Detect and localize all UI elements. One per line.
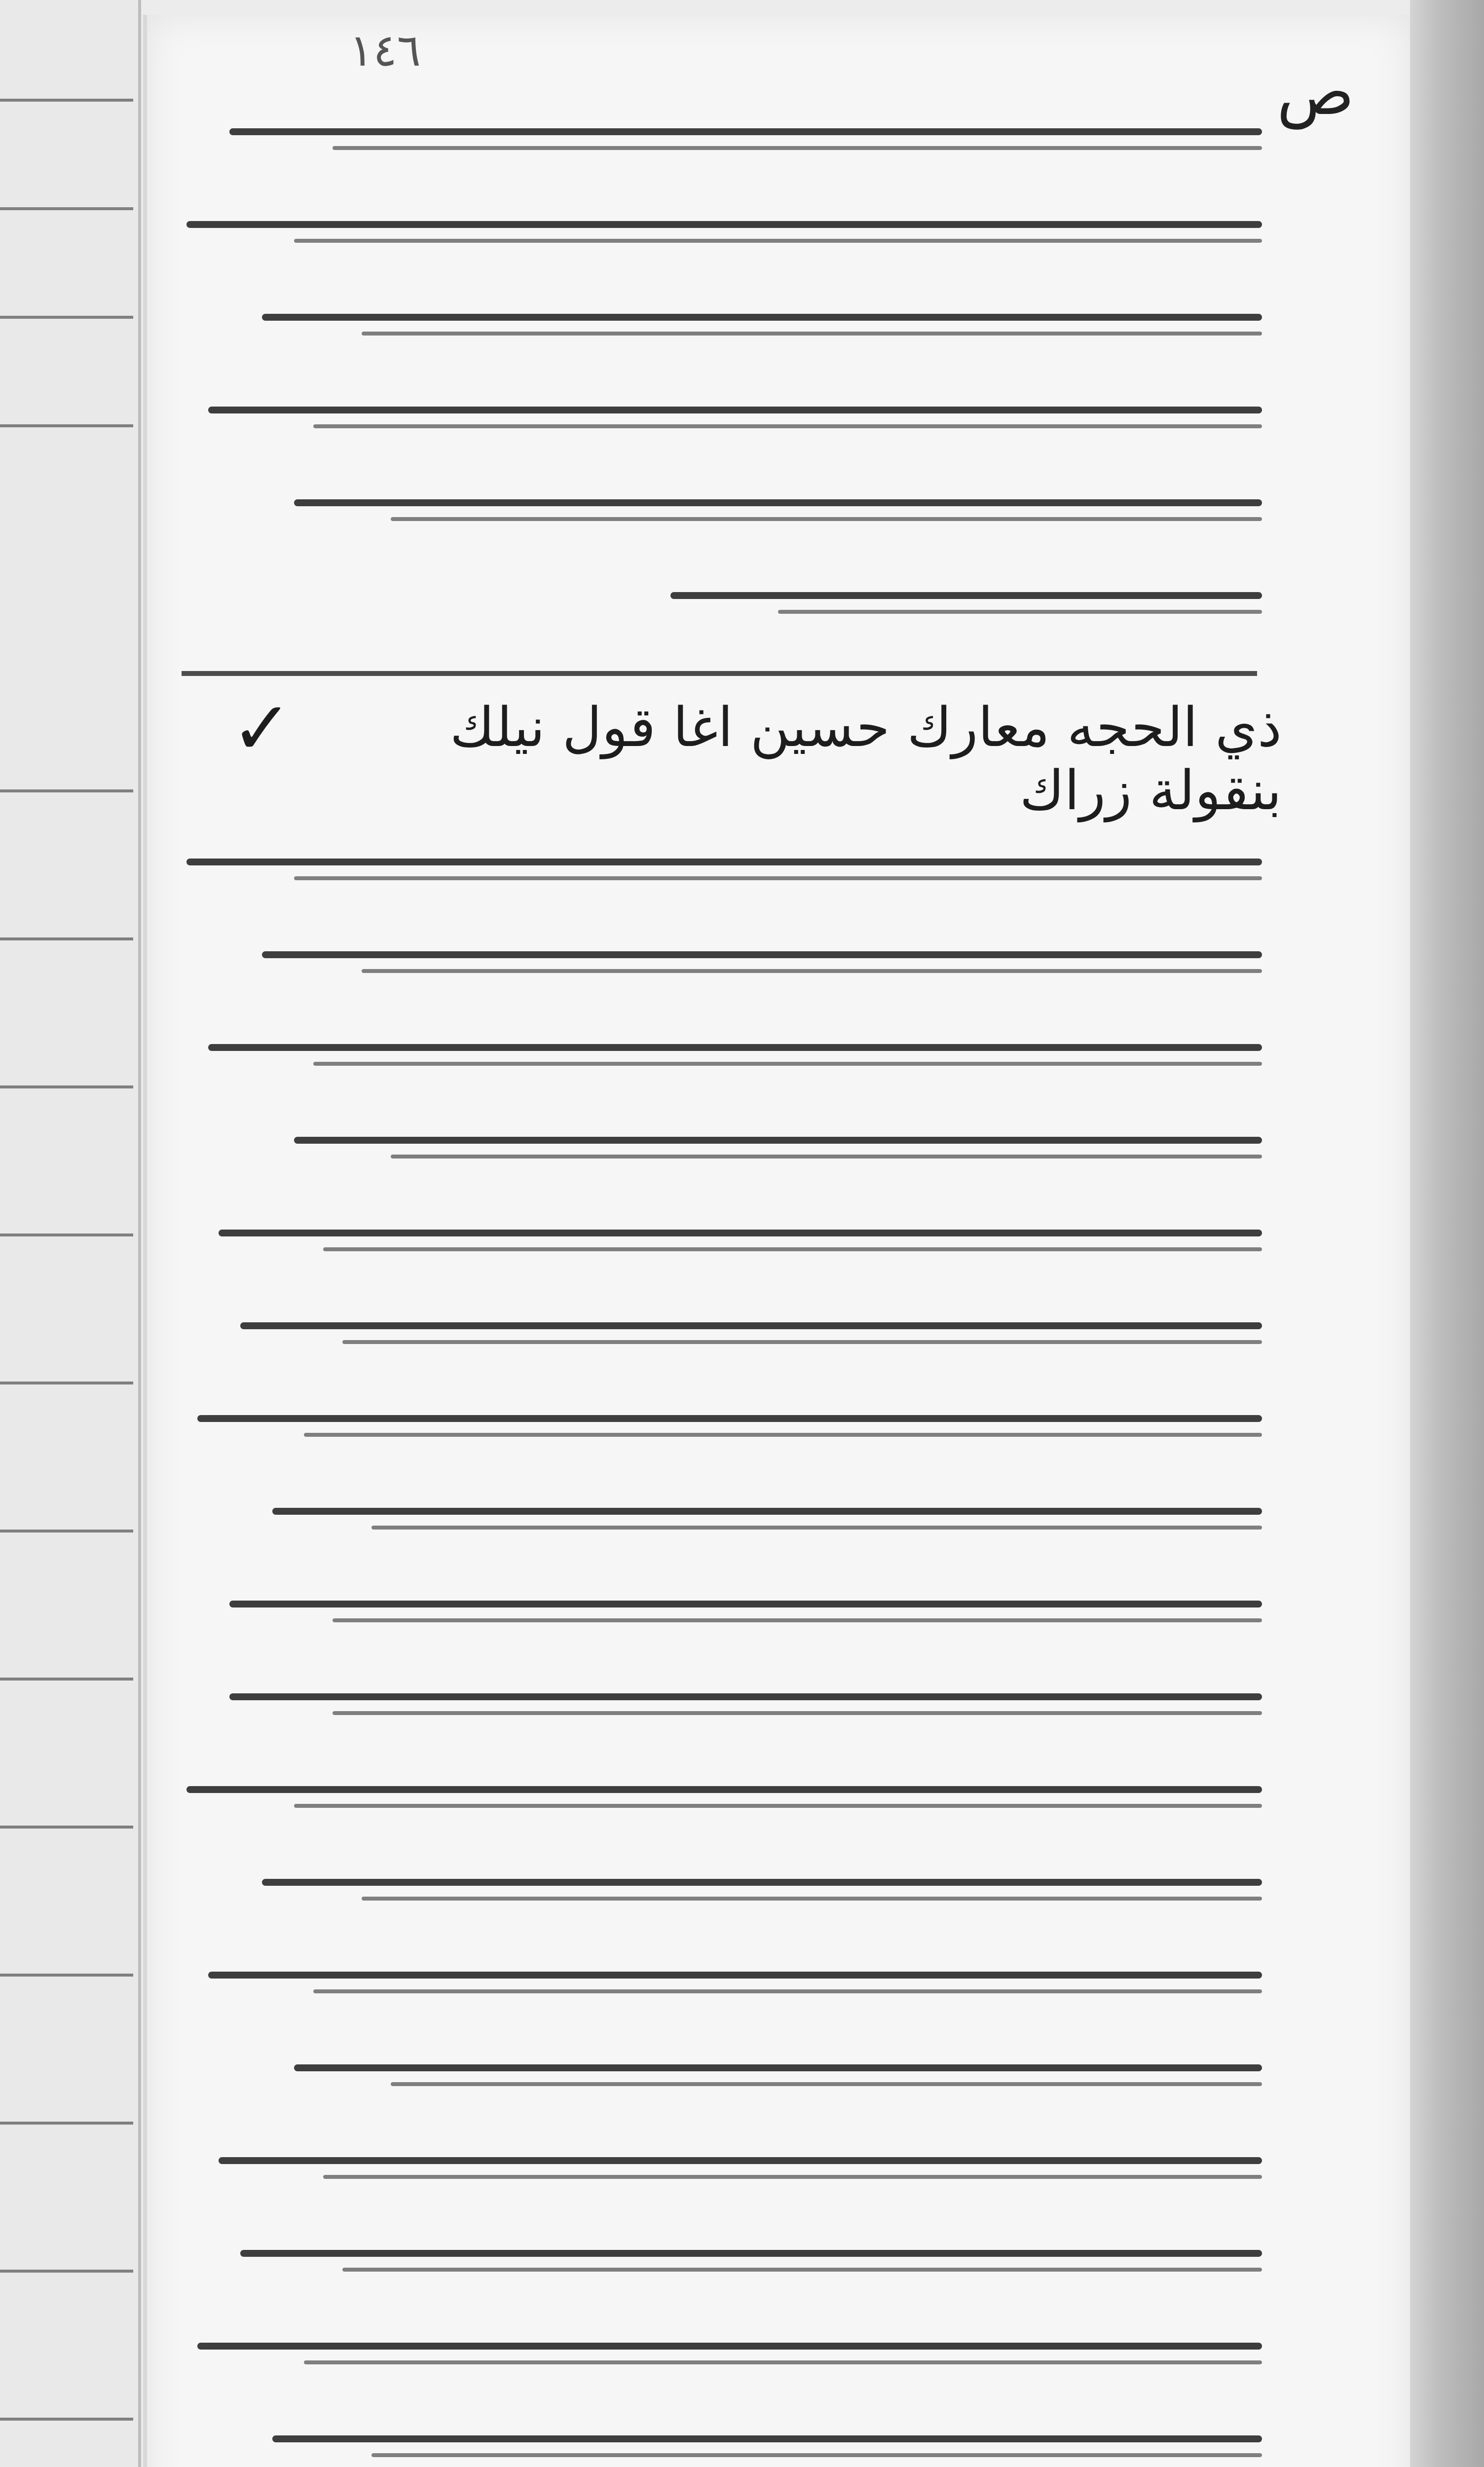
line-text xyxy=(1248,191,1262,192)
ink-stroke xyxy=(262,951,1262,958)
ink-stroke xyxy=(362,332,1262,336)
ink-stroke xyxy=(342,2268,1262,2272)
ink-stroke xyxy=(333,146,1262,150)
ink-stroke xyxy=(272,2435,1262,2442)
handwritten-line xyxy=(186,1571,1262,1645)
facing-text-line xyxy=(0,99,133,102)
ink-stroke xyxy=(294,1804,1262,1808)
handwritten-line xyxy=(186,470,1262,544)
ink-stroke xyxy=(391,2082,1262,2086)
facing-text-line xyxy=(0,1085,133,1088)
ink-stroke xyxy=(240,1322,1262,1329)
ink-stroke xyxy=(313,424,1262,428)
facing-text-line xyxy=(0,2418,133,2421)
facing-text-line xyxy=(0,1826,133,1829)
line-text xyxy=(1248,284,1262,285)
handwritten-line xyxy=(186,377,1262,451)
ink-stroke xyxy=(333,1711,1262,1715)
entry-divider xyxy=(182,671,1257,676)
line-text xyxy=(1249,562,1262,563)
facing-text-line xyxy=(0,316,133,319)
handwritten-line xyxy=(186,1757,1262,1831)
deed-entry xyxy=(186,99,1262,655)
check-mark: ✓ xyxy=(231,686,293,772)
line-text xyxy=(1247,1385,1262,1386)
handwritten-line xyxy=(186,191,1262,265)
facing-page xyxy=(0,0,141,2467)
facing-text-line xyxy=(0,789,133,792)
ink-stroke xyxy=(262,1879,1262,1886)
ink-stroke xyxy=(362,1897,1262,1901)
ink-stroke xyxy=(208,1972,1262,1979)
handwritten-line xyxy=(186,2128,1262,2202)
ink-stroke xyxy=(323,2175,1262,2179)
ink-stroke xyxy=(294,1137,1262,1144)
register-page xyxy=(143,15,1410,2467)
facing-text-line xyxy=(0,1530,133,1533)
folio-number: ١٤٦ xyxy=(349,25,421,76)
ink-stroke xyxy=(186,1786,1262,1793)
ink-stroke xyxy=(391,517,1262,521)
facing-text-line xyxy=(0,937,133,940)
facing-text-line xyxy=(0,207,133,210)
ink-stroke xyxy=(272,1508,1262,1515)
handwritten-line xyxy=(186,562,1262,636)
handwritten-line xyxy=(186,284,1262,358)
ink-stroke xyxy=(371,2453,1262,2457)
handwritten-line xyxy=(186,1478,1262,1552)
facing-text-line xyxy=(0,1234,133,1236)
ink-stroke xyxy=(304,1433,1262,1437)
handwritten-line xyxy=(186,1664,1262,1738)
line-text xyxy=(1248,1478,1262,1479)
facing-text-line xyxy=(0,2122,133,2125)
handwritten-line xyxy=(186,1942,1262,2016)
ink-stroke xyxy=(391,1155,1262,1159)
handwritten-line xyxy=(186,1200,1262,1274)
line-text xyxy=(1247,1107,1262,1108)
facing-text-line xyxy=(0,2270,133,2273)
handwritten-line xyxy=(186,1849,1262,1923)
facing-text-line xyxy=(0,1678,133,1681)
handwritten-line xyxy=(186,2035,1262,2109)
ink-stroke xyxy=(262,314,1262,321)
ink-stroke xyxy=(186,221,1262,228)
ink-stroke xyxy=(208,1044,1262,1051)
handwritten-line xyxy=(186,2406,1262,2467)
line-text xyxy=(1248,1849,1262,1850)
handwritten-line xyxy=(186,922,1262,996)
facing-text-line xyxy=(0,424,133,427)
ink-stroke xyxy=(197,2343,1262,2350)
handwritten-line xyxy=(186,1293,1262,1367)
ink-stroke xyxy=(219,1230,1262,1236)
ink-stroke xyxy=(186,859,1262,865)
handwritten-line xyxy=(186,829,1262,903)
ink-stroke xyxy=(362,969,1262,973)
line-text xyxy=(1246,2220,1262,2221)
line-text xyxy=(1248,2313,1262,2314)
entry-heading: ذي الحجه معارك حسين اغا قول نيلك بنقولة زراك xyxy=(449,696,1282,822)
ink-stroke xyxy=(778,610,1262,614)
handwritten-line xyxy=(186,1385,1262,1459)
ink-stroke xyxy=(294,876,1262,880)
handwritten-line xyxy=(186,1014,1262,1088)
handwritten-line xyxy=(186,1107,1262,1181)
ink-stroke xyxy=(304,2360,1262,2364)
handwritten-line xyxy=(186,2313,1262,2387)
handwritten-line xyxy=(186,2220,1262,2294)
corner-mark: ص xyxy=(1277,54,1355,129)
ink-stroke xyxy=(294,239,1262,243)
ink-stroke xyxy=(240,2250,1262,2257)
ink-stroke xyxy=(229,128,1262,135)
ink-stroke xyxy=(371,1526,1262,1530)
ink-stroke xyxy=(229,1601,1262,1607)
line-text xyxy=(1249,1942,1262,1943)
ink-stroke xyxy=(313,1989,1262,1993)
ink-stroke xyxy=(342,1340,1262,1344)
ink-stroke xyxy=(219,2157,1262,2164)
facing-text-line xyxy=(0,1382,133,1384)
ink-stroke xyxy=(670,592,1262,599)
ink-stroke xyxy=(313,1062,1262,1066)
ink-stroke xyxy=(294,499,1262,506)
ink-stroke xyxy=(208,407,1262,413)
ink-stroke xyxy=(333,1618,1262,1622)
ink-stroke xyxy=(294,2064,1262,2071)
ink-stroke xyxy=(323,1247,1262,1251)
ink-stroke xyxy=(197,1415,1262,1422)
deed-entry xyxy=(186,829,1262,2467)
ink-stroke xyxy=(229,1693,1262,1700)
facing-text-line xyxy=(0,1974,133,1977)
line-text xyxy=(1247,1014,1262,1015)
handwritten-line xyxy=(186,99,1262,173)
book-edge xyxy=(1410,0,1484,2467)
